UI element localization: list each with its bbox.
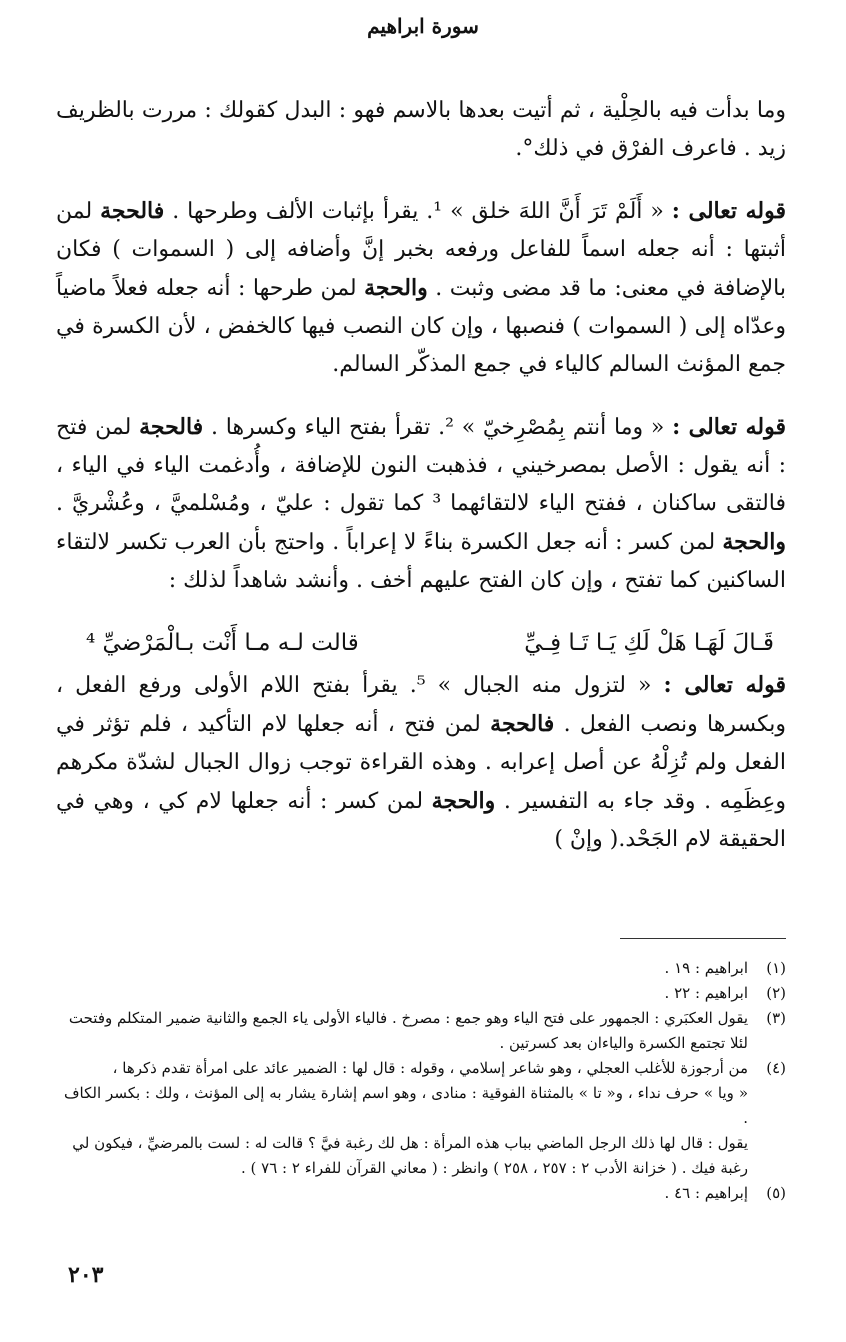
footnote <box>64 1181 786 1206</box>
hujja-term: فالحجة <box>100 198 165 224</box>
page-number: ٢٠٣ <box>68 1262 104 1288</box>
footnote-number: (٣) <box>766 1009 786 1027</box>
paragraph-text: لمن كسر : أنه جعل الكسرة بناءً لا إعراباً . واحتج بأن العرب تكسر لالتقاء الساكنين كما تفتح ، وإن كان الفتح عليهم أخف . وأنشد شاهداً لذلك : <box>56 530 786 593</box>
paragraph-1 <box>56 192 786 384</box>
verse-intro: قوله تعالى : <box>663 672 786 698</box>
footnote <box>64 981 786 1006</box>
footnotes <box>64 956 786 1206</box>
paragraph-0: وما بدأت فيه بالحِلْية ، ثم أتيت بعدها بالاسم فهو : البدل كقولك : مررت بالظريف زيد . فاعرف الفرْق في ذلك°. <box>56 98 786 161</box>
paragraph-text: لمن أثبتها : أنه جعله اسماً للفاعل ورفعه بخبر إنَّ وأضافه إلى ( السموات ) فكان بالإضافة في معنى: ما قد مضى وثبت . <box>56 199 787 301</box>
running-header: سورة ابراهيم <box>367 14 479 38</box>
paragraph-text: لمن كسر : أنه جعلها لام كي ، وهي في الحقيقة لام الجَحْد.( وإنْ ) <box>56 789 786 852</box>
verse-intro: قوله تعالى : <box>671 198 786 224</box>
footnote-number: (٤) <box>766 1059 786 1077</box>
footnote-text <box>64 981 748 1006</box>
poetry-verse <box>56 624 786 662</box>
footnote-number: (١) <box>766 959 786 977</box>
footnote-line: إبراهيم : ٤٦ . <box>664 1184 748 1202</box>
footnote-text <box>64 1181 748 1206</box>
hujja-term: فالحجة <box>490 711 555 737</box>
footnote-line: رغبة فيك . ( خزانة الأدب ٢ : ٢٥٧ ، ٢٥٨ ) وانظر : ( معاني القرآن للفراء ٢ : ٧٦ ) . <box>240 1159 748 1177</box>
paragraph-3 <box>56 666 786 859</box>
paragraph-text: « وما أنتم بِمُصْرِخيّ » ². تقرأ بفتح الياء وكسرها . <box>203 415 673 440</box>
footnote-number: (٢) <box>766 984 786 1002</box>
hujja-term: فالحجة <box>139 414 204 440</box>
paragraph-text: لمن فتح ، أنه جعلها لام التأكيد ، فلم تؤثر في الفعل ولم تُزِلْهُ عن أصل إعرابه . وهذه القراءة توجب زوال الجبال لشدّة مكرهم وعِظَمِه . وقد جاء به التفسير . <box>56 712 786 814</box>
footnote <box>64 956 786 981</box>
footnote-number: (٥) <box>766 1184 786 1202</box>
paragraph-text: لمن طرحها : أنه جعله فعلاً ماضياً وعدّاه إلى ( السموات ) فنصبها ، وإن كان النصب فيها كالخفض ، لأن الكسرة في جمع المؤنث السالم كالياء في جمع المذكّر السالم. <box>56 276 786 377</box>
footnote <box>64 1056 786 1181</box>
paragraph-2 <box>56 408 786 600</box>
footnote-line: يقول العكبَري : الجمهور على فتح الياء وهو جمع : مصرخ . فالياء الأولى ياء الجمع والثانية ضمير المتكلم وفتحت <box>68 1009 748 1027</box>
hujja-term: والحجة <box>431 788 496 814</box>
hujja-term: والحجة <box>722 529 786 555</box>
paragraph-text: لمن فتح : أنه يقول : الأصل بمصرخيني ، فذهبت النون للإضافة ، وأُدغمت الياء في الياء ، فالتقى ساكنان ، ففتح الياء لالتقائهما ³ كما تقول : عليّ ، ومُسْلميَّ ، وعُشْريَّ . <box>56 415 786 516</box>
verse-hemistich-second: قالت لـه مـا أَنْت بـالْمَرْضيِّ ⁴ <box>86 630 359 656</box>
footnote-line: يقول : قال لها ذلك الرجل الماضي بباب هذه المرأة : هل لك رغبة فيَّ ؟ قالت له : لست بالمرضيِّ ، فيكون لي <box>72 1134 748 1152</box>
footnote-line: ابراهيم : ٢٢ . <box>664 984 748 1002</box>
footnote-line: من أرجوزة للأغلب العجلي ، وهو شاعر إسلامي ، وقوله : قال لها : الضمير عائد على امرأة تقدم ذكرها ، <box>112 1059 748 1077</box>
footnote <box>64 1006 786 1056</box>
paragraph-text: « أَلَمْ تَرَ أَنَّ اللهَ خلق » ¹. يقرأ بإثبات الألف وطرحها . <box>164 199 672 224</box>
footnote-line: ابراهيم : ١٩ . <box>664 959 748 977</box>
footnote-text <box>64 1006 748 1056</box>
paragraph-text: « لتزول منه الجبال » ⁵. يقرأ بفتح اللام الأولى ورفع الفعل ، وبكسرها ونصب الفعل . <box>56 673 787 737</box>
hujja-term: والحجة <box>364 275 428 301</box>
footnote-text <box>64 956 748 981</box>
footnote-divider <box>620 938 786 939</box>
footnote-text <box>64 1056 748 1181</box>
main-text <box>56 92 786 859</box>
footnote-line: « ويا » حرف نداء ، و« تا » بالمثناة الفوقية : منادى ، وهو اسم إشارة يشار به إلى المؤنث ، ولك : بكسر الكاف . <box>64 1084 748 1127</box>
footnote-line: لئلا تجتمع الكسرة والياءان بعد كسرتين . <box>499 1034 748 1052</box>
verse-intro: قوله تعالى : <box>672 414 786 440</box>
verse-hemistich-first: قَـالَ لَهَـا هَلْ لَكِ يَـا تَـا فِـيِّ <box>524 630 774 656</box>
